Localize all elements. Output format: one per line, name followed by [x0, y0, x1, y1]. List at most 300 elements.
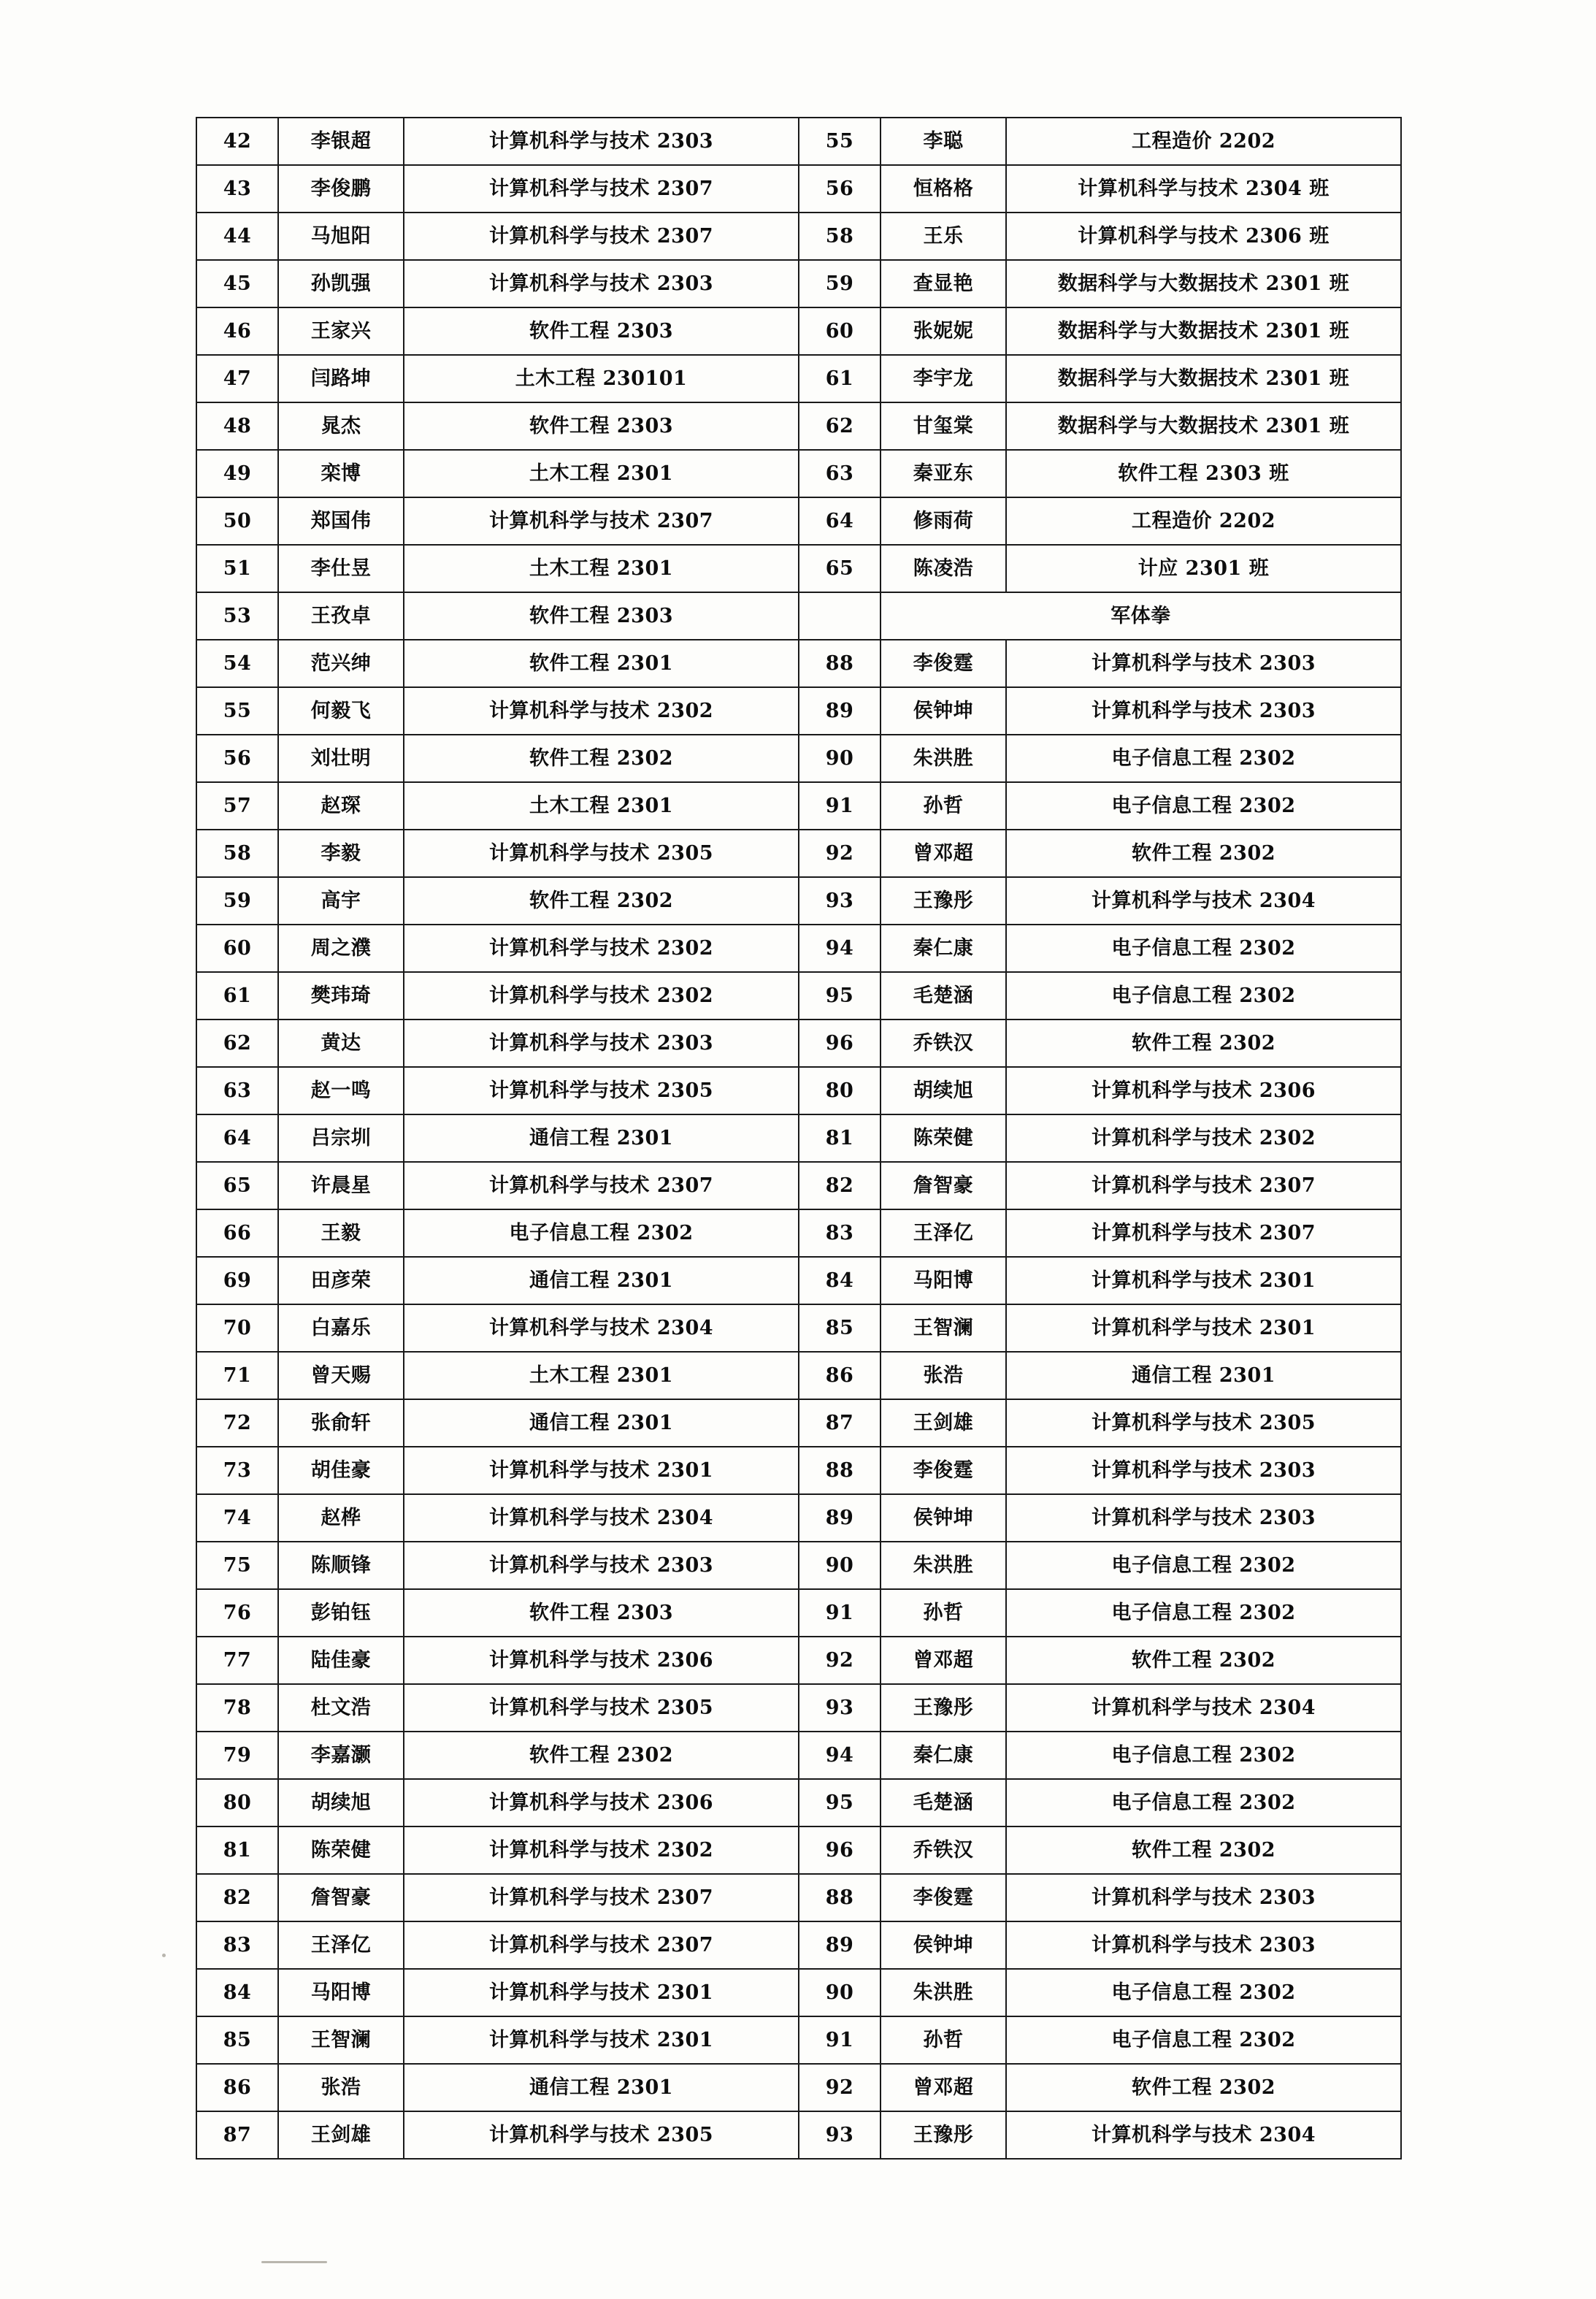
major-class-left: 计算机科学与技术 2303 [404, 1542, 799, 1589]
row-number-right: 61 [799, 355, 881, 402]
table-row [196, 1542, 1401, 1589]
student-name-left: 陆佳豪 [278, 1637, 404, 1684]
table-row [196, 2016, 1401, 2064]
table-row [196, 450, 1401, 497]
row-number-left: 53 [196, 592, 278, 640]
table-row [196, 1447, 1401, 1494]
student-name-right: 王剑雄 [881, 1399, 1006, 1447]
major-class-left: 计算机科学与技术 2307 [404, 497, 799, 545]
student-name-right: 李俊霆 [881, 1874, 1006, 1921]
student-name-right: 孙哲 [881, 2016, 1006, 2064]
table-row [196, 830, 1401, 877]
student-name-right: 王泽亿 [881, 1209, 1006, 1257]
major-class-left: 计算机科学与技术 2304 [404, 1494, 799, 1542]
major-class-right: 电子信息工程 2302 [1006, 1779, 1401, 1826]
major-class-left: 软件工程 2303 [404, 1589, 799, 1637]
student-name-right: 朱洪胜 [881, 1542, 1006, 1589]
student-name-right: 侯钟坤 [881, 1921, 1006, 1969]
row-number-right: 65 [799, 545, 881, 592]
row-number-left: 63 [196, 1067, 278, 1114]
row-number-left: 78 [196, 1684, 278, 1732]
major-class-right: 电子信息工程 2302 [1006, 1589, 1401, 1637]
student-name-right: 朱洪胜 [881, 1969, 1006, 2016]
major-class-right: 计算机科学与技术 2304 [1006, 2111, 1401, 2159]
paper-speck [162, 1954, 166, 1957]
row-number-right: 96 [799, 1020, 881, 1067]
row-number-left: 69 [196, 1257, 278, 1304]
student-name-right: 秦亚东 [881, 450, 1006, 497]
student-name-right: 马阳博 [881, 1257, 1006, 1304]
table-row [196, 213, 1401, 260]
student-name-left: 赵桦 [278, 1494, 404, 1542]
student-name-right: 詹智豪 [881, 1162, 1006, 1209]
row-number-left: 56 [196, 735, 278, 782]
table-row [196, 1399, 1401, 1447]
major-class-left: 计算机科学与技术 2302 [404, 925, 799, 972]
student-name-right: 曾邓超 [881, 2064, 1006, 2111]
student-name-left: 晁杰 [278, 402, 404, 450]
major-class-left: 计算机科学与技术 2302 [404, 1826, 799, 1874]
major-class-right: 通信工程 2301 [1006, 1352, 1401, 1399]
student-name-right: 李俊霆 [881, 640, 1006, 687]
row-number-left: 82 [196, 1874, 278, 1921]
student-name-left: 许晨星 [278, 1162, 404, 1209]
major-class-left: 软件工程 2302 [404, 735, 799, 782]
row-number-left: 47 [196, 355, 278, 402]
student-name-right: 恒格格 [881, 165, 1006, 213]
major-class-left: 计算机科学与技术 2304 [404, 1304, 799, 1352]
major-class-right: 计算机科学与技术 2301 [1006, 1304, 1401, 1352]
student-name-left: 王智澜 [278, 2016, 404, 2064]
major-class-right: 计算机科学与技术 2305 [1006, 1399, 1401, 1447]
student-name-right: 朱洪胜 [881, 735, 1006, 782]
major-class-left: 通信工程 2301 [404, 2064, 799, 2111]
row-number-right: 82 [799, 1162, 881, 1209]
row-number-left: 76 [196, 1589, 278, 1637]
major-class-right: 计算机科学与技术 2303 [1006, 1921, 1401, 1969]
row-number-left: 75 [196, 1542, 278, 1589]
row-number-right: 95 [799, 1779, 881, 1826]
row-number-right: 80 [799, 1067, 881, 1114]
row-number-left: 54 [196, 640, 278, 687]
table-row [196, 1826, 1401, 1874]
major-class-right: 计算机科学与技术 2303 [1006, 1447, 1401, 1494]
student-name-right: 孙哲 [881, 782, 1006, 830]
table-row [196, 1162, 1401, 1209]
row-number-left: 72 [196, 1399, 278, 1447]
major-class-right: 电子信息工程 2302 [1006, 1542, 1401, 1589]
student-name-left: 王剑雄 [278, 2111, 404, 2159]
major-class-left: 土木工程 230101 [404, 355, 799, 402]
major-class-right: 计应 2301 班 [1006, 545, 1401, 592]
row-number-right: 84 [799, 1257, 881, 1304]
row-number-left: 55 [196, 687, 278, 735]
major-class-right: 数据科学与大数据技术 2301 班 [1006, 260, 1401, 307]
table-row [196, 1921, 1401, 1969]
table-row [196, 1589, 1401, 1637]
row-number-right: 56 [799, 165, 881, 213]
major-class-right: 计算机科学与技术 2303 [1006, 687, 1401, 735]
table-row [196, 1969, 1401, 2016]
major-class-right: 电子信息工程 2302 [1006, 925, 1401, 972]
roster-table [196, 117, 1402, 2160]
row-number-right: 89 [799, 1921, 881, 1969]
major-class-left: 软件工程 2302 [404, 877, 799, 925]
student-name-left: 吕宗圳 [278, 1114, 404, 1162]
student-name-left: 李仕昱 [278, 545, 404, 592]
major-class-right: 电子信息工程 2302 [1006, 2016, 1401, 2064]
student-name-right: 毛楚涵 [881, 1779, 1006, 1826]
major-class-left: 计算机科学与技术 2307 [404, 1162, 799, 1209]
row-number-right: 89 [799, 1494, 881, 1542]
major-class-right: 电子信息工程 2302 [1006, 1969, 1401, 2016]
major-class-left: 软件工程 2302 [404, 1732, 799, 1779]
student-name-right: 修雨荷 [881, 497, 1006, 545]
student-name-left: 孙凯强 [278, 260, 404, 307]
row-number-left: 81 [196, 1826, 278, 1874]
table-row [196, 545, 1401, 592]
major-class-left: 计算机科学与技术 2303 [404, 1020, 799, 1067]
row-number-right: 88 [799, 640, 881, 687]
student-name-left: 李毅 [278, 830, 404, 877]
student-name-left: 张俞轩 [278, 1399, 404, 1447]
table-row [196, 1257, 1401, 1304]
table-row [196, 592, 1401, 640]
student-name-left: 陈顺锋 [278, 1542, 404, 1589]
student-name-left: 詹智豪 [278, 1874, 404, 1921]
student-name-right: 孙哲 [881, 1589, 1006, 1637]
major-class-left: 软件工程 2303 [404, 592, 799, 640]
row-number-left: 86 [196, 2064, 278, 2111]
student-name-left: 刘壮明 [278, 735, 404, 782]
table-row [196, 1732, 1401, 1779]
student-name-left: 田彦荣 [278, 1257, 404, 1304]
row-number-right: 90 [799, 1542, 881, 1589]
row-number-left: 42 [196, 118, 278, 165]
major-class-left: 计算机科学与技术 2307 [404, 1921, 799, 1969]
major-class-left: 软件工程 2301 [404, 640, 799, 687]
table-row [196, 640, 1401, 687]
row-number-right: 91 [799, 2016, 881, 2064]
major-class-right: 软件工程 2302 [1006, 1637, 1401, 1684]
student-name-left: 高宇 [278, 877, 404, 925]
row-number-right: 64 [799, 497, 881, 545]
row-number-right: 93 [799, 877, 881, 925]
row-number-left: 44 [196, 213, 278, 260]
major-class-left: 通信工程 2301 [404, 1399, 799, 1447]
major-class-right: 软件工程 2302 [1006, 2064, 1401, 2111]
major-class-right: 电子信息工程 2302 [1006, 782, 1401, 830]
row-number-left: 59 [196, 877, 278, 925]
student-name-right: 甘玺棠 [881, 402, 1006, 450]
major-class-left: 计算机科学与技术 2307 [404, 213, 799, 260]
major-class-left: 计算机科学与技术 2301 [404, 1969, 799, 2016]
table-row [196, 1779, 1401, 1826]
table-row [196, 2064, 1401, 2111]
major-class-right: 计算机科学与技术 2306 [1006, 1067, 1401, 1114]
row-number-left: 60 [196, 925, 278, 972]
row-number-left: 84 [196, 1969, 278, 2016]
table-row [196, 1352, 1401, 1399]
row-number-left: 73 [196, 1447, 278, 1494]
row-number-left: 66 [196, 1209, 278, 1257]
major-class-left: 计算机科学与技术 2301 [404, 2016, 799, 2064]
major-class-right: 计算机科学与技术 2306 班 [1006, 213, 1401, 260]
major-class-right: 计算机科学与技术 2304 班 [1006, 165, 1401, 213]
student-name-left: 李嘉灏 [278, 1732, 404, 1779]
major-class-right: 计算机科学与技术 2307 [1006, 1162, 1401, 1209]
row-number-left: 70 [196, 1304, 278, 1352]
student-name-left: 赵琛 [278, 782, 404, 830]
major-class-left: 软件工程 2303 [404, 307, 799, 355]
roster-table-container [196, 117, 1400, 2160]
major-class-right: 电子信息工程 2302 [1006, 972, 1401, 1020]
row-number-right: 91 [799, 782, 881, 830]
major-class-left: 软件工程 2303 [404, 402, 799, 450]
table-row [196, 925, 1401, 972]
student-name-right: 胡续旭 [881, 1067, 1006, 1114]
student-name-left: 胡佳豪 [278, 1447, 404, 1494]
row-number-right: 95 [799, 972, 881, 1020]
row-number-left: 61 [196, 972, 278, 1020]
row-number-right: 63 [799, 450, 881, 497]
major-class-right: 计算机科学与技术 2302 [1006, 1114, 1401, 1162]
major-class-left: 电子信息工程 2302 [404, 1209, 799, 1257]
table-row [196, 1209, 1401, 1257]
table-row [196, 1067, 1401, 1114]
row-number-right: 90 [799, 1969, 881, 2016]
empty-cell [799, 592, 881, 640]
table-row [196, 402, 1401, 450]
student-name-left: 闫路坤 [278, 355, 404, 402]
row-number-right: 92 [799, 830, 881, 877]
major-class-right: 计算机科学与技术 2303 [1006, 640, 1401, 687]
table-row [196, 1114, 1401, 1162]
row-number-left: 77 [196, 1637, 278, 1684]
student-name-right: 秦仁康 [881, 925, 1006, 972]
student-name-right: 王智澜 [881, 1304, 1006, 1352]
student-name-right: 侯钟坤 [881, 687, 1006, 735]
major-class-left: 土木工程 2301 [404, 1352, 799, 1399]
row-number-left: 74 [196, 1494, 278, 1542]
row-number-left: 64 [196, 1114, 278, 1162]
row-number-left: 65 [196, 1162, 278, 1209]
major-class-left: 计算机科学与技术 2303 [404, 118, 799, 165]
major-class-right: 数据科学与大数据技术 2301 班 [1006, 307, 1401, 355]
row-number-left: 48 [196, 402, 278, 450]
major-class-right: 计算机科学与技术 2304 [1006, 1684, 1401, 1732]
row-number-left: 79 [196, 1732, 278, 1779]
row-number-left: 85 [196, 2016, 278, 2064]
row-number-left: 80 [196, 1779, 278, 1826]
student-name-left: 黄达 [278, 1020, 404, 1067]
student-name-left: 张浩 [278, 2064, 404, 2111]
table-row [196, 1020, 1401, 1067]
major-class-left: 通信工程 2301 [404, 1257, 799, 1304]
row-number-left: 71 [196, 1352, 278, 1399]
row-number-right: 58 [799, 213, 881, 260]
table-row [196, 1304, 1401, 1352]
row-number-right: 87 [799, 1399, 881, 1447]
table-row [196, 1874, 1401, 1921]
student-name-left: 杜文浩 [278, 1684, 404, 1732]
major-class-left: 计算机科学与技术 2303 [404, 260, 799, 307]
student-name-left: 樊玮琦 [278, 972, 404, 1020]
major-class-right: 数据科学与大数据技术 2301 班 [1006, 355, 1401, 402]
student-name-right: 陈凌浩 [881, 545, 1006, 592]
row-number-left: 58 [196, 830, 278, 877]
major-class-right: 电子信息工程 2302 [1006, 735, 1401, 782]
student-name-left: 赵一鸣 [278, 1067, 404, 1114]
student-name-right: 查显艳 [881, 260, 1006, 307]
student-name-left: 郑国伟 [278, 497, 404, 545]
row-number-left: 51 [196, 545, 278, 592]
row-number-right: 92 [799, 1637, 881, 1684]
student-name-right: 李聪 [881, 118, 1006, 165]
row-number-right: 86 [799, 1352, 881, 1399]
row-number-left: 46 [196, 307, 278, 355]
student-name-right: 王豫彤 [881, 877, 1006, 925]
row-number-right: 94 [799, 1732, 881, 1779]
row-number-right: 88 [799, 1874, 881, 1921]
student-name-right: 曾邓超 [881, 830, 1006, 877]
row-number-left: 62 [196, 1020, 278, 1067]
student-name-right: 陈荣健 [881, 1114, 1006, 1162]
major-class-left: 计算机科学与技术 2302 [404, 687, 799, 735]
row-number-right: 96 [799, 1826, 881, 1874]
row-number-left: 57 [196, 782, 278, 830]
student-name-right: 曾邓超 [881, 1637, 1006, 1684]
row-number-right: 91 [799, 1589, 881, 1637]
student-name-right: 侯钟坤 [881, 1494, 1006, 1542]
major-class-left: 计算机科学与技术 2307 [404, 165, 799, 213]
student-name-left: 李俊鹏 [278, 165, 404, 213]
row-number-right: 88 [799, 1447, 881, 1494]
table-row [196, 260, 1401, 307]
row-number-right: 83 [799, 1209, 881, 1257]
paper-smudge [261, 2261, 327, 2263]
table-row [196, 118, 1401, 165]
table-row [196, 1494, 1401, 1542]
student-name-right: 秦仁康 [881, 1732, 1006, 1779]
row-number-right: 55 [799, 118, 881, 165]
student-name-left: 胡续旭 [278, 1779, 404, 1826]
major-class-left: 土木工程 2301 [404, 782, 799, 830]
table-row [196, 687, 1401, 735]
student-name-right: 王乐 [881, 213, 1006, 260]
student-name-left: 栾博 [278, 450, 404, 497]
row-number-right: 93 [799, 1684, 881, 1732]
row-number-left: 43 [196, 165, 278, 213]
major-class-left: 土木工程 2301 [404, 545, 799, 592]
major-class-left: 计算机科学与技术 2306 [404, 1637, 799, 1684]
major-class-right: 软件工程 2303 班 [1006, 450, 1401, 497]
major-class-right: 计算机科学与技术 2307 [1006, 1209, 1401, 1257]
table-row [196, 735, 1401, 782]
row-number-right: 89 [799, 687, 881, 735]
major-class-right: 软件工程 2302 [1006, 1826, 1401, 1874]
student-name-right: 李俊霆 [881, 1447, 1006, 1494]
student-name-left: 王毅 [278, 1209, 404, 1257]
major-class-right: 工程造价 2202 [1006, 118, 1401, 165]
student-name-right: 毛楚涵 [881, 972, 1006, 1020]
student-name-left: 王泽亿 [278, 1921, 404, 1969]
major-class-right: 软件工程 2302 [1006, 1020, 1401, 1067]
student-name-right: 王豫彤 [881, 1684, 1006, 1732]
major-class-right: 计算机科学与技术 2304 [1006, 877, 1401, 925]
major-class-left: 计算机科学与技术 2305 [404, 1684, 799, 1732]
table-row [196, 165, 1401, 213]
student-name-right: 王豫彤 [881, 2111, 1006, 2159]
student-name-left: 何毅飞 [278, 687, 404, 735]
student-name-left: 马旭阳 [278, 213, 404, 260]
row-number-left: 83 [196, 1921, 278, 1969]
student-name-left: 白嘉乐 [278, 1304, 404, 1352]
row-number-left: 50 [196, 497, 278, 545]
row-number-right: 92 [799, 2064, 881, 2111]
row-number-right: 85 [799, 1304, 881, 1352]
major-class-left: 计算机科学与技术 2301 [404, 1447, 799, 1494]
student-name-right: 乔铁汉 [881, 1020, 1006, 1067]
major-class-left: 计算机科学与技术 2307 [404, 1874, 799, 1921]
student-name-right: 张浩 [881, 1352, 1006, 1399]
student-name-left: 曾天赐 [278, 1352, 404, 1399]
major-class-left: 土木工程 2301 [404, 450, 799, 497]
table-row [196, 497, 1401, 545]
row-number-left: 45 [196, 260, 278, 307]
major-class-left: 计算机科学与技术 2305 [404, 2111, 799, 2159]
major-class-left: 通信工程 2301 [404, 1114, 799, 1162]
student-name-left: 彭铂钰 [278, 1589, 404, 1637]
section-title: 军体拳 [881, 592, 1401, 640]
major-class-left: 计算机科学与技术 2306 [404, 1779, 799, 1826]
row-number-right: 93 [799, 2111, 881, 2159]
row-number-left: 87 [196, 2111, 278, 2159]
row-number-right: 94 [799, 925, 881, 972]
table-row [196, 2111, 1401, 2159]
major-class-right: 工程造价 2202 [1006, 497, 1401, 545]
major-class-right: 数据科学与大数据技术 2301 班 [1006, 402, 1401, 450]
student-name-left: 马阳博 [278, 1969, 404, 2016]
major-class-right: 软件工程 2302 [1006, 830, 1401, 877]
major-class-left: 计算机科学与技术 2305 [404, 1067, 799, 1114]
table-row [196, 355, 1401, 402]
student-name-right: 李宇龙 [881, 355, 1006, 402]
student-name-left: 王家兴 [278, 307, 404, 355]
row-number-right: 60 [799, 307, 881, 355]
table-row [196, 1684, 1401, 1732]
student-name-left: 陈荣健 [278, 1826, 404, 1874]
major-class-right: 计算机科学与技术 2303 [1006, 1494, 1401, 1542]
student-name-right: 张妮妮 [881, 307, 1006, 355]
major-class-left: 计算机科学与技术 2302 [404, 972, 799, 1020]
row-number-right: 62 [799, 402, 881, 450]
row-number-left: 49 [196, 450, 278, 497]
row-number-right: 81 [799, 1114, 881, 1162]
table-row [196, 307, 1401, 355]
student-name-left: 周之濮 [278, 925, 404, 972]
row-number-right: 59 [799, 260, 881, 307]
table-row [196, 877, 1401, 925]
table-row [196, 972, 1401, 1020]
major-class-left: 计算机科学与技术 2305 [404, 830, 799, 877]
major-class-right: 计算机科学与技术 2303 [1006, 1874, 1401, 1921]
major-class-right: 计算机科学与技术 2301 [1006, 1257, 1401, 1304]
student-name-left: 王孜卓 [278, 592, 404, 640]
student-name-left: 李银超 [278, 118, 404, 165]
table-row [196, 1637, 1401, 1684]
student-name-left: 范兴绅 [278, 640, 404, 687]
